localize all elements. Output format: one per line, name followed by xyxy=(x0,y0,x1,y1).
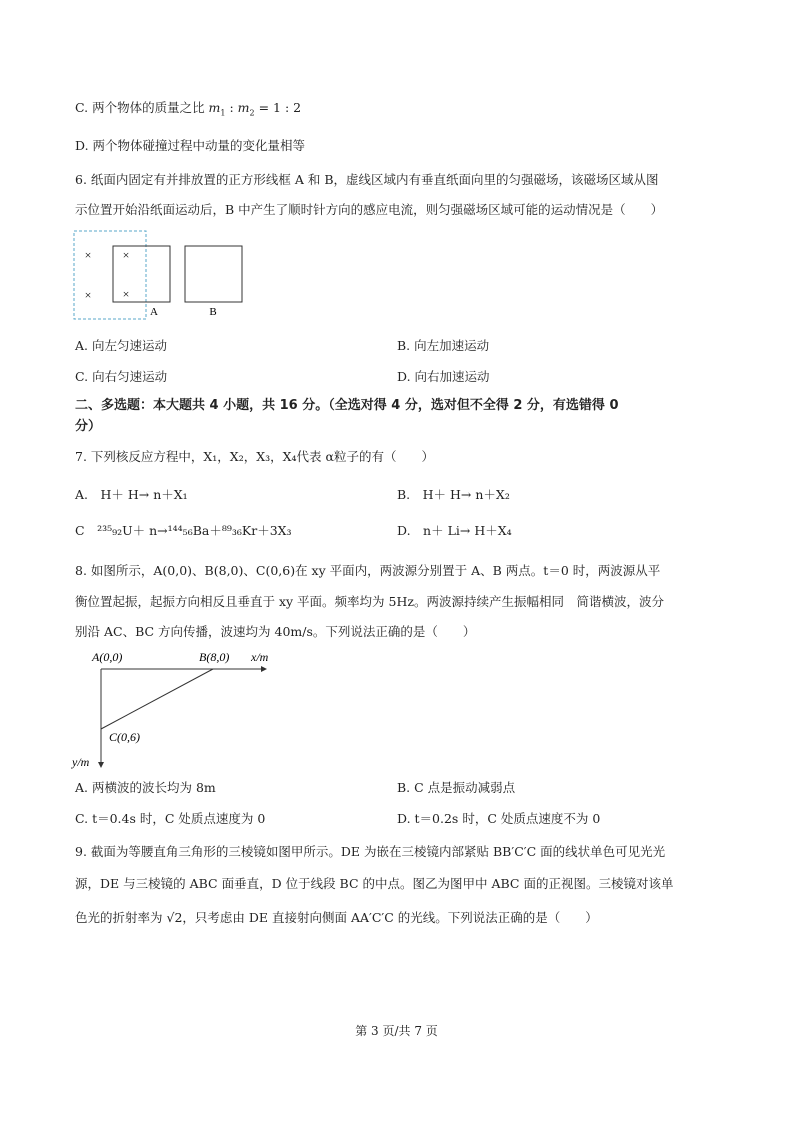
question-6-line-1: 6. 纸面内固定有并排放置的正方形线框 A 和 B，虚线区域内有垂直纸面向里的匀强磁场，该磁场区域从图 xyxy=(75,172,659,187)
option-q6-d: D. 向右加速运动 xyxy=(397,369,490,384)
question-8-line-1: 8. 如图所示，A(0,0)、B(8,0)、C(0,6)在 xy 平面内，两波源分别置于 A、B 两点。t＝0 时，两波源从平 xyxy=(75,563,661,578)
y-axis-label: y/m xyxy=(72,755,90,769)
section-2-header-line-1: 二、多选题：本大题共 4 小题，共 16 分。（全选对得 4 分，选对但不全得 2 分，有选错得 0 xyxy=(75,398,619,413)
question-7-stem: 7. 下列核反应方程中，X₁，X₂，X₃，X₄代表 α粒子的有（ ） xyxy=(75,449,434,464)
section-2-header-line-2: 分） xyxy=(75,419,102,434)
page-footer: 第 3 页/共 7 页 xyxy=(355,1024,438,1038)
field-mark: × xyxy=(122,287,130,301)
point-c-label: C(0,6) xyxy=(109,730,140,744)
question-9-line-3: 色光的折射率为 √2，只考虑由 DE 直接射向侧面 AA′C′C 的光线。下列说法正确的是（ ） xyxy=(75,910,598,925)
question-8-line-2: 衡位置起振，起振方向相反且垂直于 xy 平面。频率均为 5Hz。两波源持续产生振幅相同 简谐横波，波分 xyxy=(75,594,664,609)
option-q8-c: C. t＝0.4s 时，C 处质点速度为 0 xyxy=(75,811,266,826)
x-axis-label: x/m xyxy=(251,650,269,664)
option-q5-c: C. 两个物体的质量之比 $m_1$ : $m_2 = 1$ : 2 xyxy=(75,100,302,118)
field-mark: × xyxy=(84,248,92,262)
figure-q6-frames xyxy=(70,228,260,324)
frame-a xyxy=(113,246,170,302)
option-q7-d: D. n＋ Li→ H＋X₄ xyxy=(397,523,512,538)
frame-a-label: A xyxy=(150,306,158,318)
option-q7-c: C ²³⁵₉₂U＋ n→¹⁴⁴₅₆Ba＋⁸⁹₃₆Kr＋3X₃ xyxy=(75,523,292,538)
option-q5-d: D. 两个物体碰撞过程中动量的变化量相等 xyxy=(75,138,306,153)
question-9-line-2: 源，DE 与三棱镜的 ABC 面垂直，D 位于线段 BC 的中点。图乙为图甲中 ABC 面的正视图。三棱镜对该单 xyxy=(75,876,674,891)
frame-b xyxy=(185,246,242,302)
option-q8-d: D. t＝0.2s 时，C 处质点速度不为 0 xyxy=(397,811,601,826)
question-9-line-1: 9. 截面为等腰直角三角形的三棱镜如图甲所示。DE 为嵌在三棱镜内部紧贴 BB′C′C 面的线状单色可见光光 xyxy=(75,844,666,859)
option-q6-b: B. 向左加速运动 xyxy=(397,338,490,353)
option-q7-b: B. H＋ H→ n＋X₂ xyxy=(397,487,510,502)
figure-q8-coordinates xyxy=(70,645,285,773)
magnetic-field-region xyxy=(74,231,146,319)
point-b-label: B(8,0) xyxy=(199,650,230,664)
option-q6-c: C. 向右匀速运动 xyxy=(75,369,168,384)
question-8-line-3: 别沿 AC、BC 方向传播，波速均为 40m/s。下列说法正确的是（ ） xyxy=(75,624,476,639)
line-bc xyxy=(101,669,213,729)
field-mark: × xyxy=(122,248,130,262)
option-q8-b: B. C 点是振动减弱点 xyxy=(397,780,516,795)
option-q7-a: A. H＋ H→ n＋X₁ xyxy=(75,487,188,502)
option-q8-a: A. 两横波的波长均为 8m xyxy=(75,780,216,795)
field-mark: × xyxy=(84,288,92,302)
option-q6-a: A. 向左匀速运动 xyxy=(75,338,167,353)
frame-b-label: B xyxy=(209,306,217,318)
point-a-label: A(0,0) xyxy=(92,650,123,664)
question-6-line-2: 示位置开始沿纸面运动后，B 中产生了顺时针方向的感应电流，则匀强磁场区域可能的运动情况是（ ） xyxy=(75,202,664,217)
